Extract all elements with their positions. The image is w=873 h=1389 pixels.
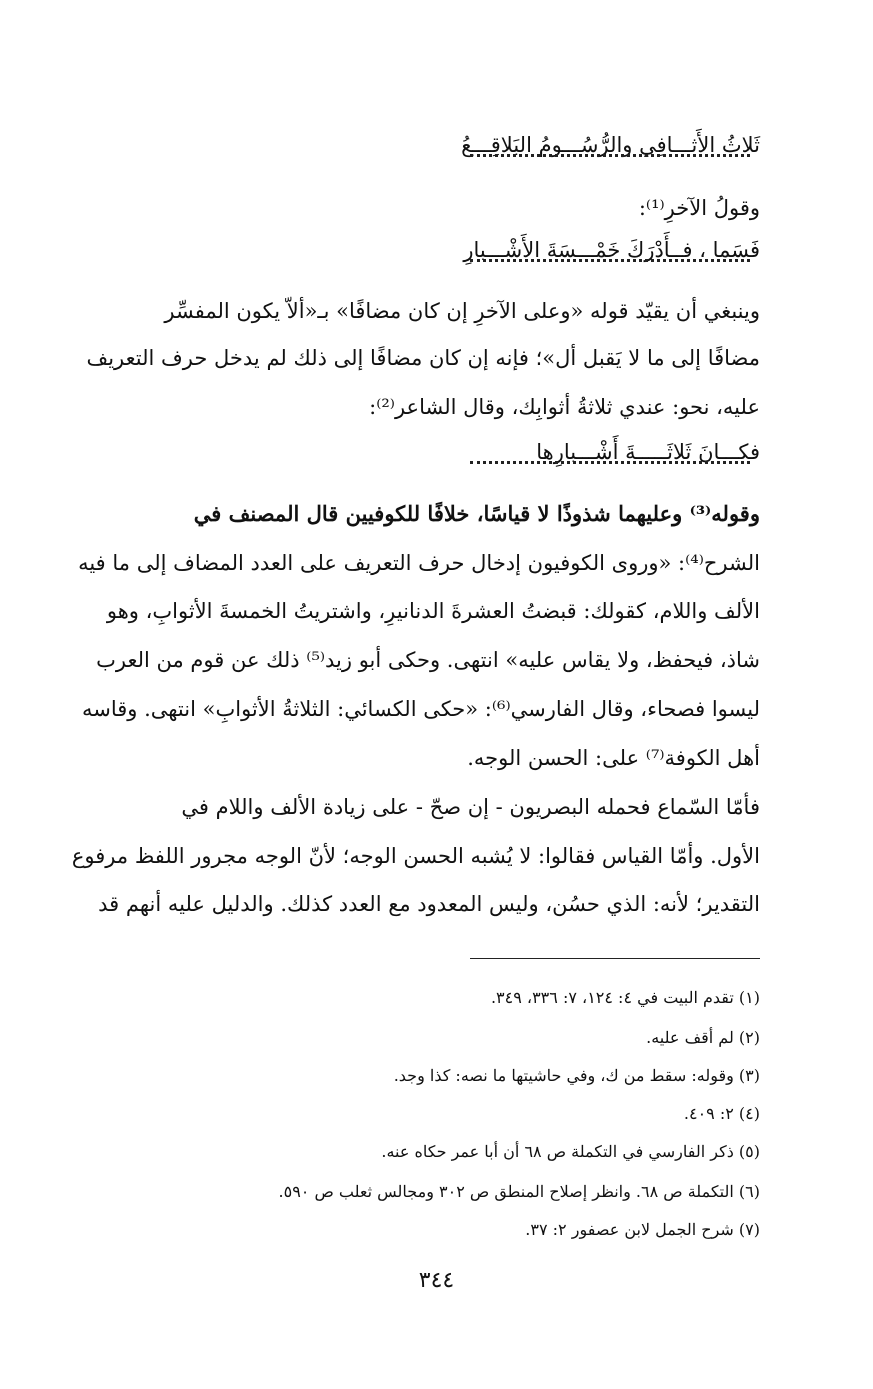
footnote-4: (٤) ٢: ٤٠٩. [683,1104,760,1123]
text-line-11: فأمّا السّماع فحمله البصريون - إن صحّ - على زيادة الألف واللام في [181,795,760,819]
footnote-1: (١) تقدم البيت في ٤: ١٢٤، ٧: ٣٣٦، ٣٤٩. [490,988,760,1007]
verse-dots-3 [470,457,750,464]
text-line-2: وينبغي أن يقيّد قوله «وعلى الآخرِ إن كان مضافًا» بـ«ألاّ يكون المفسِّر [164,299,760,323]
footnote-divider [470,958,760,959]
verse-dots-1 [470,150,750,157]
text-line-4: عليه، نحو: عندي ثلاثةُ أثوابِك، وقال الشاعر⁽²⁾: [369,395,760,419]
text-line-8: شاذ، فيحفظ، ولا يقاس عليه» انتهى. وحكى أبو زيد⁽⁵⁾ ذلك عن قوم من العرب [96,648,760,672]
footnote-2: (٢) لم أقف عليه. [646,1028,760,1047]
verse-dots-2 [470,255,750,262]
text-line-7: الألف واللام، كقولك: قبضتُ العشرةَ الدنانيرِ، واشتريتُ الخمسةَ الأثوابِ، وهو [106,599,760,623]
text-line-12: الأول. وأمّا القياس فقالوا: لا يُشبه الحسن الوجه؛ لأنّ الوجه مجرور اللفظ مرفوع [71,844,760,868]
page-number: ٣٤٤ [418,1268,455,1293]
verse-line-3: فكـــانَ ثَلاثَـــــةَ أَشْـــبارِها [536,440,760,464]
text-line-13: التقدير؛ لأنه: الذي حسُن، وليس المعدود مع العدد كذلك. والدليل عليه أنهم قد [98,892,760,916]
footnote-7: (٧) شرح الجمل لابن عصفور ٢: ٣٧. [525,1220,760,1239]
text-line-6: الشرح⁽⁴⁾: «وروى الكوفيون إدخال حرف التعريف على العدد المضاف إلى ما فيه [78,551,760,575]
text-line-5: وقوله⁽³⁾ وعليهما شذوذًا لا قياسًا، خلافًا للكوفيين قال المصنف في [193,501,760,526]
text-line-3: مضافًا إلى ما لا يَقبل أل»؛ فإنه إن كان مضافًا إلى ذلك لم يدخل حرف التعريف [86,346,760,370]
text-line-9: ليسوا فصحاء، وقال الفارسي⁽⁶⁾: «حكى الكسائي: الثلاثةُ الأثوابِ» انتهى. وقاسه [81,697,760,721]
footnote-5: (٥) ذكر الفارسي في التكملة ص ٦٨ أن أبا عمر حكاه عنه. [381,1142,760,1161]
text-line-1: وقولُ الآخرِ⁽¹⁾: [638,196,760,220]
verse-line-2: فَسَما ، فــأَدْرَكَ خَمْـــسَةَ الأَشْـــبارِ [463,238,760,262]
text-line-10: أهل الكوفة⁽⁷⁾ على: الحسن الوجه. [467,746,760,770]
footnote-6: (٦) التكملة ص ٦٨. وانظر إصلاح المنطق ص ٣٠٢ ومجالس ثعلب ص ٥٩٠. [278,1182,760,1201]
footnote-3: (٣) وقوله: سقط من ك، وفي حاشيتها ما نصه: كذا وجد. [393,1066,760,1085]
verse-line-1: ثَلاثُ الأَثـــافِي والرُّسُـــومُ البَلاقِـــعُ [461,133,760,157]
